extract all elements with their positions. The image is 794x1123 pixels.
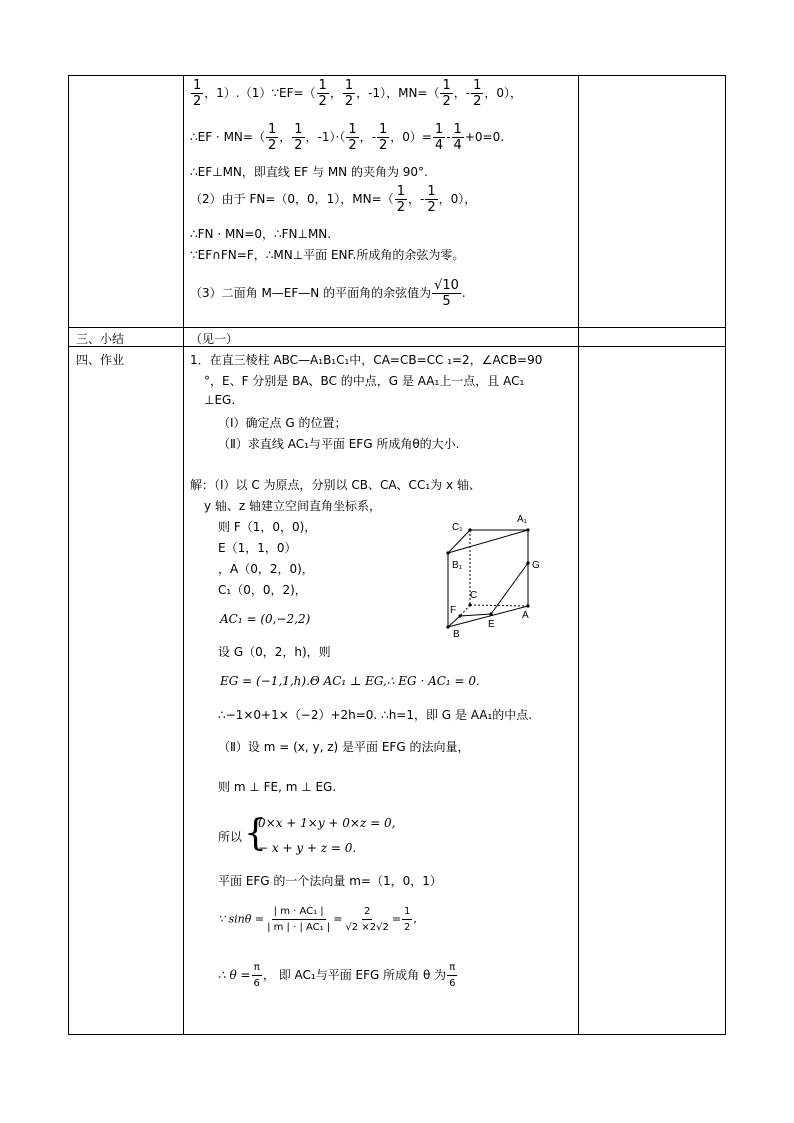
system-label: 所以 (218, 830, 243, 844)
hw-problem-line-1: 1．在直三棱柱 ABC—A₁B₁C₁中，CA=CB=CC ₁=2，∠ACB=90 (190, 353, 543, 367)
solution-line-9: EG = (−1,1,h).Θ AC₁ ⊥ EG,∴ EG · AC₁ = 0. (220, 674, 480, 688)
table-left-border (68, 75, 69, 1035)
solution-line-14: 平面 EFG 的一个法向量 m=（1，0，1） (218, 874, 442, 888)
label-f: F (450, 605, 457, 616)
solution-line-2: y 轴、z 轴建立空间直角坐标系， (204, 499, 382, 513)
column-divider-2 (578, 75, 579, 1035)
solution-line-10: ∴−1×0+1×（−2）+2h=0. ∴h=1，即 G 是 AA₁的中点. (218, 708, 533, 722)
system-eq-1: 0×x + 1×y + 0×z = 0, (258, 816, 396, 830)
solution-line-16: ∴ θ = $\frac{\pi}{6}$ ， 即 AC₁与平面 EFG 所成角 θ 为 $\frac{\pi}{6}$ (218, 962, 456, 989)
top-line-6: ∵EF∩FN=F，∴MN⊥平面 ENF.所成角的余弦为零。 (190, 248, 465, 262)
column-divider-1 (183, 75, 184, 1035)
row-divider-1 (68, 327, 726, 328)
system-brace: { (244, 813, 267, 854)
hw-problem-part-2: （Ⅱ）求直线 AC₁与平面 EFG 所成角θ的大小. (218, 437, 460, 451)
summary-label: 三、小结 (76, 332, 125, 346)
solution-line-3: 则 F（1，0，0)， (218, 520, 317, 534)
label-c: C (470, 590, 478, 601)
hw-problem-line-2: °，E、F 分别是 BA、BC 的中点，G 是 AA₁上一点，且 AC₁ (204, 374, 525, 388)
label-a: A (522, 610, 529, 621)
solution-line-1: 解：（Ⅰ）以 C 为原点，分别以 CB、CA、CC₁为 x 轴、 (190, 478, 481, 492)
table-right-border (725, 75, 726, 1035)
hw-problem-part-1: （Ⅰ）确定点 G 的位置； (218, 416, 347, 430)
solution-line-11: （Ⅱ）设 m = (x, y, z) 是平面 EFG 的法向量， (218, 740, 470, 754)
edge-c-a-hidden (470, 605, 528, 606)
solution-line-8: 设 G（0，2，h)，则 (218, 645, 331, 659)
label-c1: C₁ (452, 522, 463, 533)
top-line-4: （2）由于 FN=（0，0，1），MN=（ $\frac{1}{2}$ ，- $\frac{1}{2}$ ，0）， (190, 184, 477, 215)
edge-c-f-hidden (460, 605, 470, 616)
prism-figure (440, 510, 560, 640)
table-bottom-border (68, 1034, 726, 1035)
table-top-border (68, 75, 726, 76)
solution-line-6: C₁（0，0，2)， (218, 583, 307, 597)
edge-b1-a1 (448, 530, 528, 553)
label-g: G (532, 560, 540, 571)
label-b: B (453, 629, 460, 640)
top-line-7: （3）二面角 M—EF—N 的平面角的余弦值为 $\frac{√10}{5}$ . (190, 278, 466, 309)
row-divider-2 (68, 346, 726, 347)
solution-line-15: ∵ sinθ = $\frac{\text{| m · AC₁ |}}{\text{| m | · | AC₁ |}}$ = $\frac{2}{√2 \times 2√2}$ = $\frac{1}{2}$ , (218, 906, 417, 933)
edge-f-e (460, 614, 491, 616)
top-line-2: ∴EF · MN=（ $\frac{1}{2}$ ， $\frac{1}{2}$ ，-1）·（ $\frac{1}{2}$ ，- $\frac{1}{2}$ ，0）= $\frac{1}{4}$ - $\frac{1}{4}$ +0=0. (190, 122, 505, 153)
label-b1: B₁ (452, 560, 463, 571)
top-line-5: ∴FN · MN=0，∴FN⊥MN. (190, 227, 332, 241)
solution-line-5: ，A（0，2，0)， (218, 562, 314, 576)
fraction: $\frac{1}{2}$ (193, 78, 202, 109)
summary-content: （见一） (190, 332, 239, 346)
homework-label: 四、作业 (76, 353, 125, 367)
solution-line-4: E（1，1，0） (218, 541, 297, 555)
solution-line-12: 则 m ⊥ FE, m ⊥ EG. (218, 780, 337, 794)
label-a1: A₁ (517, 514, 528, 525)
hw-problem-line-3: ⊥EG. (204, 393, 236, 407)
solution-line-7: AC₁ = (0,−2,2) (220, 612, 311, 626)
top-line-1: $\frac{1}{2}$ ，1）.（1）∵EF=（ $\frac{1}{2}$ ， $\frac{1}{2}$ ，-1），MN=（ $\frac{1}{2}$ ，- $\frac{1}{2}$ ，0）， (193, 78, 523, 109)
system-eq-2: − x + y + z = 0. (258, 841, 357, 855)
label-e: E (488, 619, 495, 630)
top-line-3: ∴EF⊥MN，即直线 EF 与 MN 的夹角为 90°. (190, 165, 428, 179)
